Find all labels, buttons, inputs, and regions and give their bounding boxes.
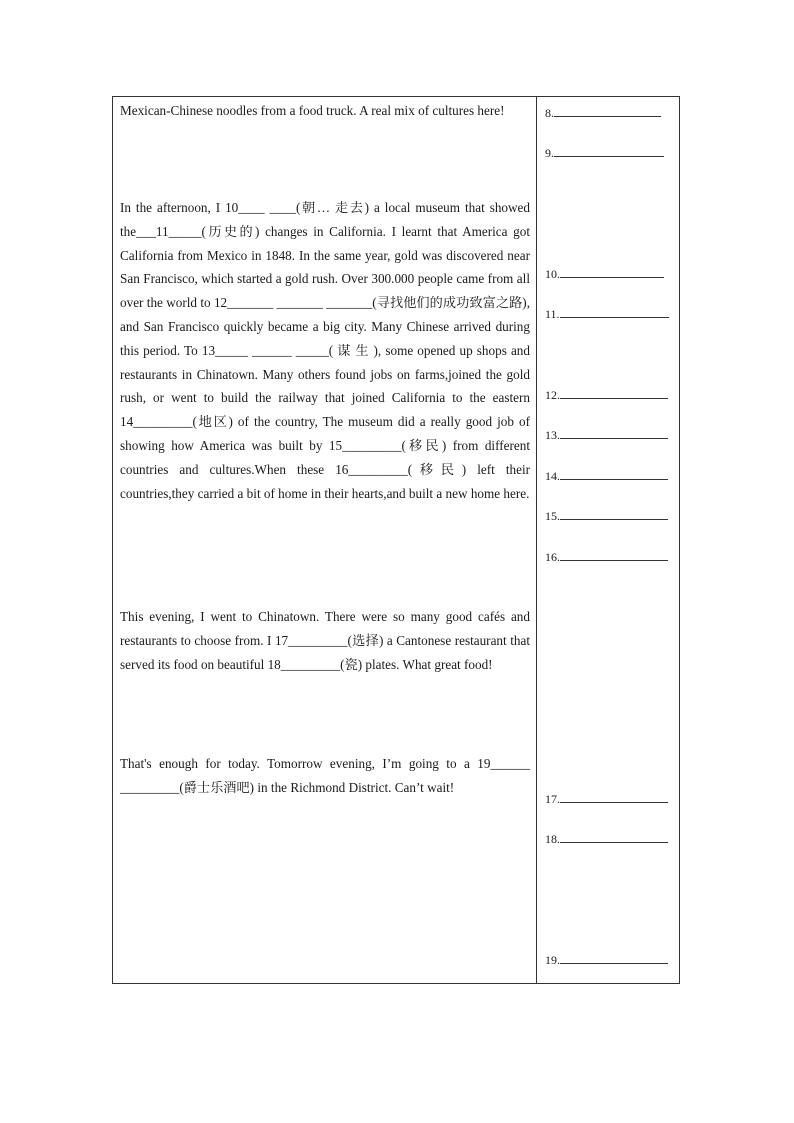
answer-number: 11. bbox=[545, 307, 560, 321]
answer-17[interactable] bbox=[545, 792, 668, 806]
answer-blank[interactable] bbox=[560, 428, 668, 439]
answer-19[interactable] bbox=[545, 953, 668, 967]
answer-9[interactable] bbox=[545, 146, 664, 160]
answer-11[interactable] bbox=[545, 307, 669, 321]
answer-blank[interactable] bbox=[560, 832, 668, 843]
worksheet-table bbox=[112, 96, 680, 984]
answer-blank[interactable] bbox=[554, 106, 661, 117]
answer-8[interactable] bbox=[545, 106, 661, 120]
answer-blank[interactable] bbox=[560, 550, 668, 561]
answer-number: 13. bbox=[545, 428, 560, 442]
answer-14[interactable] bbox=[545, 469, 668, 483]
answer-13[interactable] bbox=[545, 428, 668, 442]
answer-number: 15. bbox=[545, 509, 560, 523]
paragraph-chinatown: This evening, I went to Chinatown. There were so many good cafés and restaurants to choose from. I 17_________(选择) a Cantonese restaurant that served its food on beautiful 18_________(瓷) plates. What great food! bbox=[120, 609, 530, 672]
answer-number: 16. bbox=[545, 550, 560, 564]
answer-blank[interactable] bbox=[560, 953, 668, 964]
paragraph-noodles: Mexican-Chinese noodles from a food truck. A real mix of cultures here! bbox=[120, 103, 505, 118]
answer-blank[interactable] bbox=[560, 388, 668, 399]
answer-blank[interactable] bbox=[554, 146, 664, 157]
answer-number: 12. bbox=[545, 388, 560, 402]
answer-blank[interactable] bbox=[560, 267, 664, 278]
answer-number: 10. bbox=[545, 267, 560, 281]
paragraph-tomorrow: That's enough for today. Tomorrow evening, I’m going to a 19______ _________(爵士乐酒吧) in the Richmond District. Can’t wait! bbox=[120, 756, 530, 795]
answer-blank[interactable] bbox=[560, 509, 668, 520]
answer-number: 14. bbox=[545, 469, 560, 483]
answer-number: 17. bbox=[545, 792, 560, 806]
answer-18[interactable] bbox=[545, 832, 668, 846]
column-divider bbox=[536, 97, 537, 983]
answer-16[interactable] bbox=[545, 550, 668, 564]
answer-number: 19. bbox=[545, 953, 560, 967]
answer-10[interactable] bbox=[545, 267, 664, 281]
answer-number: 18. bbox=[545, 832, 560, 846]
answer-blank[interactable] bbox=[560, 469, 668, 480]
paragraph-museum: In the afternoon, I 10____ ____(朝… 走去) a local museum that showed the___11_____(历史的) changes in California. I learnt that America got California from Mexico in 1848. In the same year, gold was discovered near San Francisco, which started a gold rush. Over 300.000 people came from all over the world to 12_______ _______ _______(寻找他们的成功致富之路), and San Francisco quickly became a big city. Many Chinese arrived during this period. To 13_____ ______ _____( 谋 生 ), some opened up shops and restaurants in Chinatown. Many others found jobs on farms,joined the gold rush, or went to build the railway that joined California to the eastern 14_________(地区) of the country, The museum did a really good job of showing how America was built by 15_________(移民) from different countries and cultures.When these 16_________(移民) left their countries,they carried a bit of home in their hearts,and built a new home here. bbox=[120, 200, 530, 501]
answer-15[interactable] bbox=[545, 509, 668, 523]
answer-blank[interactable] bbox=[560, 792, 668, 803]
answer-12[interactable] bbox=[545, 388, 668, 402]
answer-number: 8. bbox=[545, 106, 554, 120]
answer-number: 9. bbox=[545, 146, 554, 160]
answer-blank[interactable] bbox=[560, 307, 669, 318]
